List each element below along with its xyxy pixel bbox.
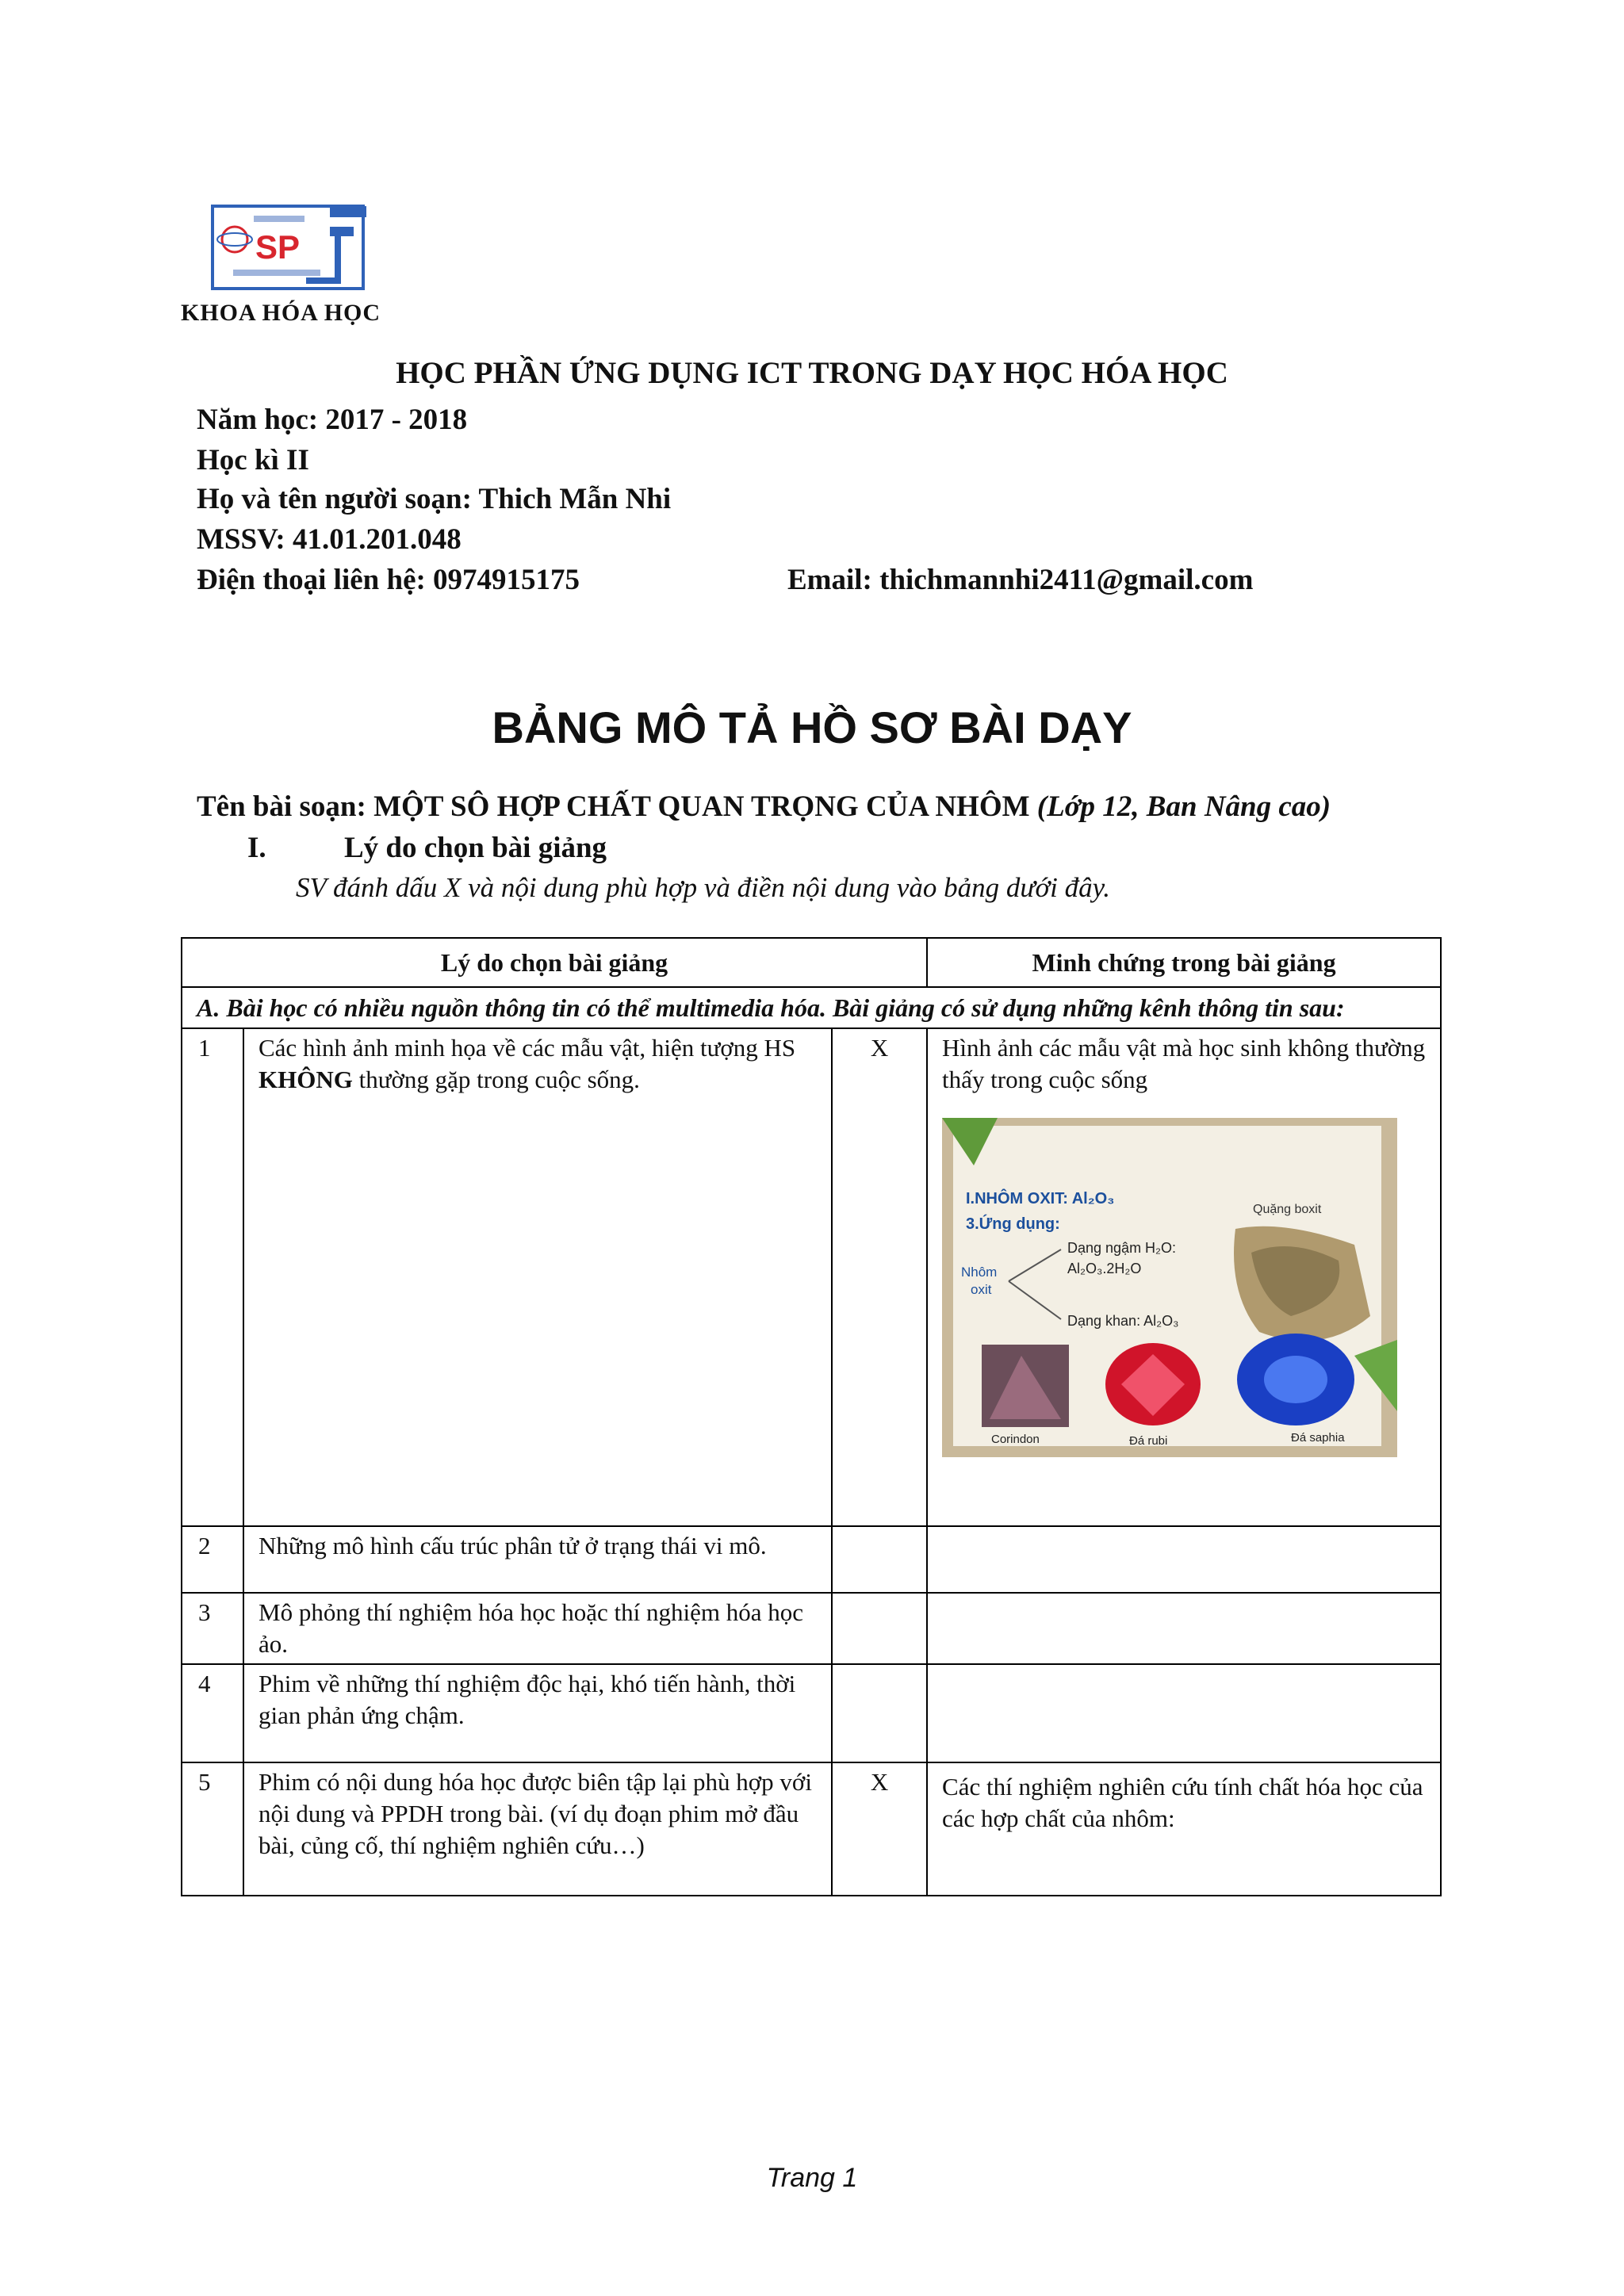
header-evidence: Minh chứng trong bài giảng bbox=[927, 938, 1441, 987]
slide-subheading: 3.Ứng dụng: bbox=[966, 1215, 1060, 1233]
student-id: MSSV: 41.01.201.048 bbox=[197, 523, 462, 556]
slide-hydrated-label: Dạng ngậm H₂O: bbox=[1067, 1240, 1177, 1256]
table-row bbox=[182, 1664, 1441, 1762]
lesson-grade: (Lớp 12, Ban Nâng cao) bbox=[1036, 790, 1331, 823]
group-a-label: A. Bài học có nhiều nguồn thông tin có thể multimedia hóa. Bài giảng có sử dụng những kênh thông tin sau: bbox=[182, 987, 1441, 1028]
slide-corundum-label: Corindon bbox=[991, 1433, 1040, 1446]
slide-anhydrous-label: Dạng khan: Al₂O₃ bbox=[1067, 1313, 1179, 1329]
slide-ruby-label: Đá rubi bbox=[1129, 1434, 1168, 1448]
row-mark bbox=[832, 1593, 927, 1664]
row-mark: X bbox=[832, 1028, 927, 1526]
section-number: I. bbox=[247, 832, 266, 864]
row-evidence: Các thí nghiệm nghiên cứu tính chất hóa học của các hợp chất của nhôm: bbox=[927, 1762, 1441, 1896]
slide-heading: I.NHÔM OXIT: Al₂O₃ bbox=[966, 1190, 1115, 1207]
row-reason: Phim về những thí nghiệm độc hại, khó tiến hành, thời gian phản ứng chậm. bbox=[243, 1664, 832, 1762]
group-a-row bbox=[182, 987, 1441, 1028]
page-number: Trang 1 bbox=[766, 2163, 858, 2193]
row-mark: X bbox=[832, 1762, 927, 1896]
row-evidence bbox=[927, 1526, 1441, 1593]
table-row bbox=[182, 1028, 1441, 1526]
evidence-text: Hình ảnh các mẫu vật mà học sinh không thường thấy trong cuộc sống bbox=[942, 1034, 1426, 1093]
table-row bbox=[182, 1526, 1441, 1593]
table-header-row bbox=[182, 938, 1441, 987]
row-number: 1 bbox=[182, 1028, 243, 1526]
school-year: Năm học: 2017 - 2018 bbox=[197, 404, 468, 436]
section-instruction: SV đánh dấu X và nội dung phù hợp và điền nội dung vào bảng dưới đây. bbox=[296, 872, 1110, 903]
email-address: Email: thichmannhi2411@gmail.com bbox=[787, 564, 1254, 596]
page-title: BẢNG MÔ TẢ HỒ SƠ BÀI DẠY bbox=[492, 702, 1132, 752]
slide-sapphire-label: Đá saphia bbox=[1291, 1431, 1345, 1445]
slide-side-label-1: Nhôm bbox=[961, 1265, 998, 1280]
row-reason: Mô phỏng thí nghiệm hóa học hoặc thí nghiệm hóa học ảo. bbox=[243, 1593, 832, 1664]
row-evidence bbox=[927, 1664, 1441, 1762]
logo-text: SP bbox=[255, 228, 301, 266]
row-number: 2 bbox=[182, 1526, 243, 1593]
table-row bbox=[182, 1593, 1441, 1664]
row-number: 5 bbox=[182, 1762, 243, 1896]
lesson-title bbox=[197, 790, 1331, 824]
header-reason: Lý do chọn bài giảng bbox=[182, 938, 927, 987]
semester: Học kì II bbox=[197, 444, 309, 476]
emphasis-text: KHÔNG bbox=[259, 1066, 353, 1093]
lesson-name: Tên bài soạn: MỘT SÔ HỢP CHẤT QUAN TRỌNG CỦA NHÔM bbox=[197, 790, 1037, 823]
row-evidence bbox=[927, 1028, 1441, 1526]
row-number: 3 bbox=[182, 1593, 243, 1664]
department-name: KHOA HÓA HỌC bbox=[181, 300, 381, 326]
phone-number: Điện thoại liên hệ: 0974915175 bbox=[197, 564, 580, 596]
row-evidence bbox=[927, 1593, 1441, 1664]
university-logo bbox=[211, 205, 368, 290]
row-number: 4 bbox=[182, 1664, 243, 1762]
course-title: HỌC PHẦN ỨNG DỤNG ICT TRONG DẠY HỌC HÓA HỌC bbox=[396, 356, 1228, 390]
row-reason: Những mô hình cấu trúc phân tử ở trạng thái vi mô. bbox=[243, 1526, 832, 1593]
row-mark bbox=[832, 1526, 927, 1593]
evidence-slide-image bbox=[942, 1118, 1397, 1457]
row-mark bbox=[832, 1664, 927, 1762]
reason-table bbox=[181, 937, 1442, 1896]
slide-bauxite-label: Quặng boxit bbox=[1253, 1203, 1322, 1216]
row-reason: Phim có nội dung hóa học được biên tập lại phù hợp với nội dung và PPDH trong bài. (ví dụ đoạn phim mở đầu bài, củng cố, thí nghiệm nghiên cứu…) bbox=[243, 1762, 832, 1896]
row-reason: Các hình ảnh minh họa về các mẫu vật, hiện tượng HS KHÔNG thường gặp trong cuộc sống. bbox=[243, 1028, 832, 1526]
section-title: Lý do chọn bài giảng bbox=[344, 832, 607, 864]
author-name: Họ và tên người soạn: Thich Mẫn Nhi bbox=[197, 483, 672, 515]
table-row bbox=[182, 1762, 1441, 1896]
slide-hydrated-formula: Al₂O₃.2H₂O bbox=[1067, 1261, 1142, 1276]
slide-side-label-2: oxit bbox=[971, 1282, 992, 1297]
